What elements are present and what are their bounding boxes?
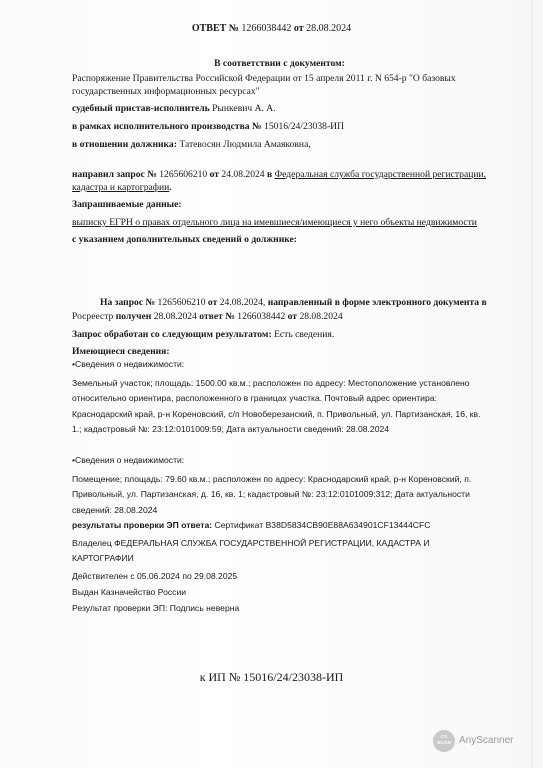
signature-check-line — [72, 518, 487, 534]
title-date: 28.08.2024 — [306, 23, 352, 34]
response-l2-b: получен — [115, 311, 152, 322]
response-l2-e: 1266038442 — [237, 311, 286, 322]
record-1 — [72, 357, 487, 438]
request-from: от — [209, 169, 220, 180]
scanner-logo-icon — [433, 730, 455, 752]
signature-certificate: Сертификат B38D5834CB90E88A634901CF13444CFC — [214, 520, 431, 530]
scan-edge-shadow — [530, 0, 533, 768]
extra-info-label: с указанием дополнительных сведений о должнике: — [72, 234, 297, 245]
debtor-name: Татевосян Людмила Амаяковна, — [179, 139, 311, 150]
debtor-line — [72, 138, 487, 151]
record-1-line2: относительно ориентира, расположенного в границах участка. Почтовый адрес ориентира: — [72, 393, 437, 403]
record-2-heading: •Сведения о недвижимости: — [72, 455, 185, 465]
title-number: 1266038442 — [241, 23, 292, 34]
record-1-line3: Краснодарский край, р-н Кореновский, с/п Новоберезанский, п. Привольный, ул. Партизанская, 16, кв. — [72, 408, 481, 419]
signature-owner-line2: КАРТОГРАФИИ — [72, 553, 134, 563]
requested-data-label: Запрашиваемые данные: — [72, 199, 182, 210]
response-l1-c: от — [207, 297, 218, 308]
record-2-line2: Привольный, ул. Партизанская, д. 16, кв. 1; кадастровый №: 23:12:0101009:312; Дата актуальности — [72, 489, 470, 499]
footer-proceeding-ref: к ИП № 15016/24/23038-ИП — [199, 670, 344, 684]
basis-doc-line2: государственных информационных ресурсах" — [72, 86, 260, 97]
proceeding-line — [72, 120, 487, 133]
request-sent-label: направил запрос № — [72, 169, 157, 180]
bailiff-label: судебный пристав-исполнитель — [72, 103, 210, 114]
record-2-line1: Помещение; площадь: 79.60 кв.м.; расположен по адресу: Краснодарский край, р-н Кореновский, п. — [72, 473, 472, 484]
scanner-badge-line2: SCAN — [437, 741, 451, 746]
record-1-line4: 1.; кадастровый №: 23:12:0101009:59; Дата актуальности сведений: 28.08.2024 — [72, 424, 390, 434]
request-to: в — [267, 169, 273, 180]
request-date: 24.08.2024 — [221, 169, 265, 180]
response-l2-a: Росреестр — [72, 311, 114, 322]
agency-line2: кадастра и картографии — [72, 182, 170, 193]
record-2 — [72, 453, 487, 518]
response-l2-d: ответ № — [199, 311, 235, 322]
record-2-line3: сведений: 28.08.2024 — [72, 504, 158, 515]
response-l1-e: направленный в форме электронного документа в — [267, 297, 487, 308]
result-line — [72, 328, 487, 341]
basis-label: В соответствии с документом: — [214, 58, 345, 69]
signature-issuer: Выдан Казначейство России — [72, 587, 187, 597]
record-1-heading: •Сведения о недвижимости: — [72, 359, 185, 369]
response-line1 — [100, 296, 487, 309]
agency-end: . — [169, 182, 172, 193]
result-label: Запрос обработан со следующим результатом: — [72, 329, 272, 340]
signature-owner-line1: Владелец ФЕДЕРАЛЬНАЯ СЛУЖБА ГОСУДАРСТВЕННОЙ РЕГИСТРАЦИИ, КАДАСТРА И — [72, 538, 430, 548]
title-middle: от — [291, 23, 307, 34]
proceeding-label: в рамках исполнительного производства № — [72, 121, 262, 132]
request-sent-line — [72, 168, 487, 181]
signature-validity: Действителен с 05.06.2024 по 29.08.2025 — [72, 571, 238, 581]
bailiff-line — [72, 102, 487, 115]
response-l1-b: 1265606210 — [157, 297, 206, 308]
document-title — [0, 23, 543, 34]
record-1-line1: Земельный участок; площадь: 1500.00 кв.м.; расположен по адресу: Местоположение установлено — [72, 377, 470, 388]
debtor-label: в отношении должника: — [72, 139, 177, 150]
proceeding-number: 15016/24/23038-ИП — [264, 121, 344, 132]
response-line2 — [72, 310, 487, 323]
response-l1-a: На запрос № — [100, 297, 156, 308]
bailiff-name: Рынкевич А. А. — [212, 103, 276, 114]
request-number: 1265606210 — [159, 169, 208, 180]
response-l1-d: 24.08.2024, — [219, 297, 266, 308]
agency-line1: Федеральная служба государственной регистрации, — [274, 169, 487, 180]
scanner-watermark — [433, 730, 531, 752]
scanner-badge-line1: CS — [440, 735, 448, 740]
response-l2-g: 28.08.2024 — [299, 311, 343, 322]
response-l2-f: от — [287, 311, 298, 322]
requested-data-value: выписку ЕГРН о правах отдельного лица на имевшиеся/имеющиеся у него объекты недвижимости — [72, 217, 477, 228]
result-value: Есть сведения. — [274, 329, 335, 340]
title-prefix: ОТВЕТ № — [191, 23, 242, 34]
signature-check-label: результаты проверки ЭП ответа: — [72, 520, 213, 530]
basis-doc-line1: Распоряжение Правительства Российской Федерации от 15 апреля 2011 г. N 654-р "О базовых — [72, 73, 456, 84]
scanner-app-name: AnyScanner — [459, 735, 514, 746]
response-l2-c: 28.08.2024 — [153, 311, 197, 322]
agency-line2-row — [72, 181, 487, 194]
signature-result: Результат проверки ЭП: Подпись неверна — [72, 603, 240, 613]
available-info-label: Имеющиеся сведения: — [72, 346, 170, 357]
